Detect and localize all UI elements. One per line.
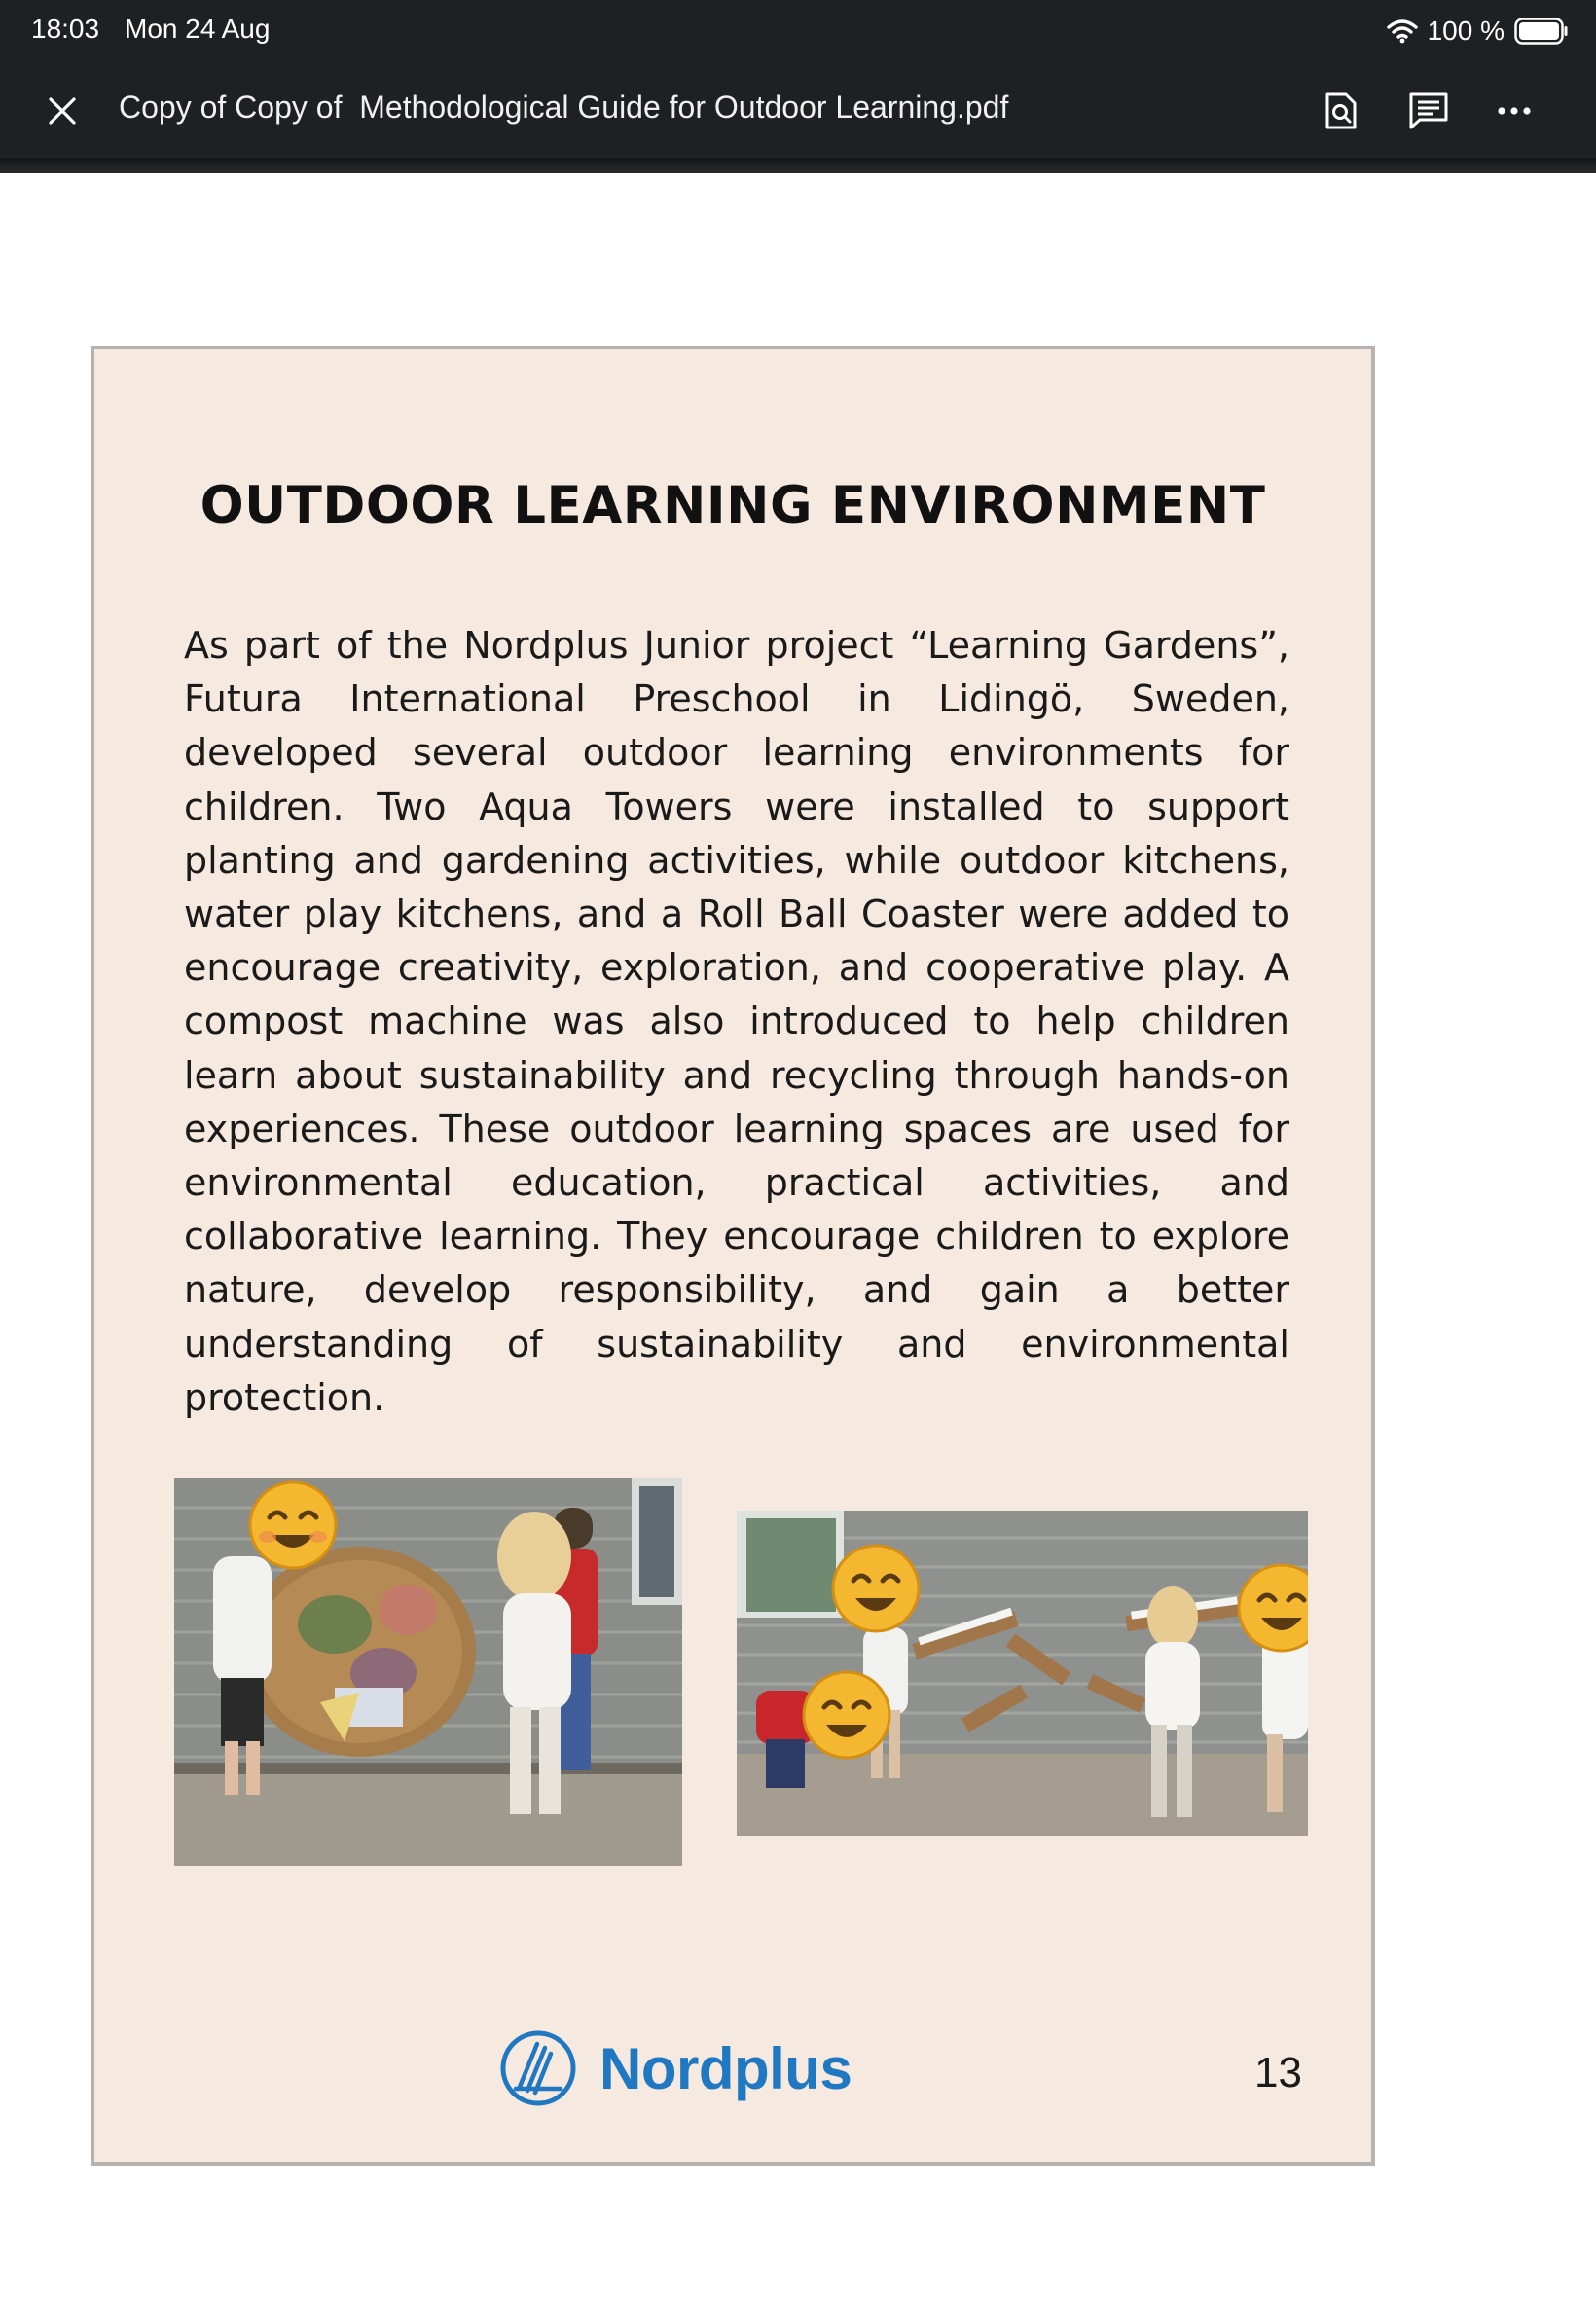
wifi-icon bbox=[1387, 18, 1418, 44]
page-heading: OUTDOOR LEARNING ENVIRONMENT bbox=[200, 476, 1266, 535]
page-number: 13 bbox=[1254, 2049, 1302, 2096]
document-title: Copy of Copy of Methodological Guide for Outdoor Learning.pdf bbox=[119, 90, 1009, 125]
find-in-document-icon bbox=[1324, 91, 1359, 130]
battery-icon bbox=[1514, 18, 1569, 45]
photo-outdoor-kitchen bbox=[174, 1478, 682, 1866]
status-bar bbox=[0, 0, 1596, 62]
photo-roll-ball-coaster bbox=[737, 1511, 1308, 1836]
nordplus-logo-icon bbox=[498, 2028, 578, 2108]
more-options-icon bbox=[1497, 106, 1532, 116]
battery-percent: 100 % bbox=[1427, 16, 1505, 46]
close-icon bbox=[47, 95, 78, 127]
more-options-button[interactable] bbox=[1487, 84, 1542, 138]
close-button[interactable] bbox=[37, 86, 88, 136]
comments-button[interactable] bbox=[1401, 84, 1456, 138]
nordplus-logo bbox=[498, 2028, 852, 2108]
nordplus-logo-text: Nordplus bbox=[599, 2035, 852, 2101]
toolbar-shadow bbox=[0, 158, 1596, 173]
comments-icon bbox=[1408, 91, 1449, 130]
find-in-document-button[interactable] bbox=[1314, 84, 1368, 138]
status-indicators bbox=[1387, 12, 1569, 51]
status-time: 18:03 bbox=[31, 14, 100, 44]
pdf-page bbox=[91, 346, 1375, 2166]
pdf-viewer-toolbar bbox=[0, 62, 1596, 158]
page-body-text: As part of the Nordplus Junior project “Learning Gardens”, Futura International Preschool in Lidingö, Sweden, developed several outdoor learning environments for children. Two Aqua Towers were installed to support planting and gardening activities, while outdoor kitchens, water play kitchens, and a Roll Ball Coaster were added to encourage creativity, exploration, and cooperative play. A compost machine was also introduced to help children learn about sustainability and recycling through hands-on experiences. These outdoor learning spaces are used for environmental education, practical activities, and collaborative learning. They encourage children to explore nature, develop responsibility, and gain a better understanding of sustainability and environmental protection. bbox=[184, 624, 1289, 1419]
status-date: Mon 24 Aug bbox=[125, 14, 271, 44]
